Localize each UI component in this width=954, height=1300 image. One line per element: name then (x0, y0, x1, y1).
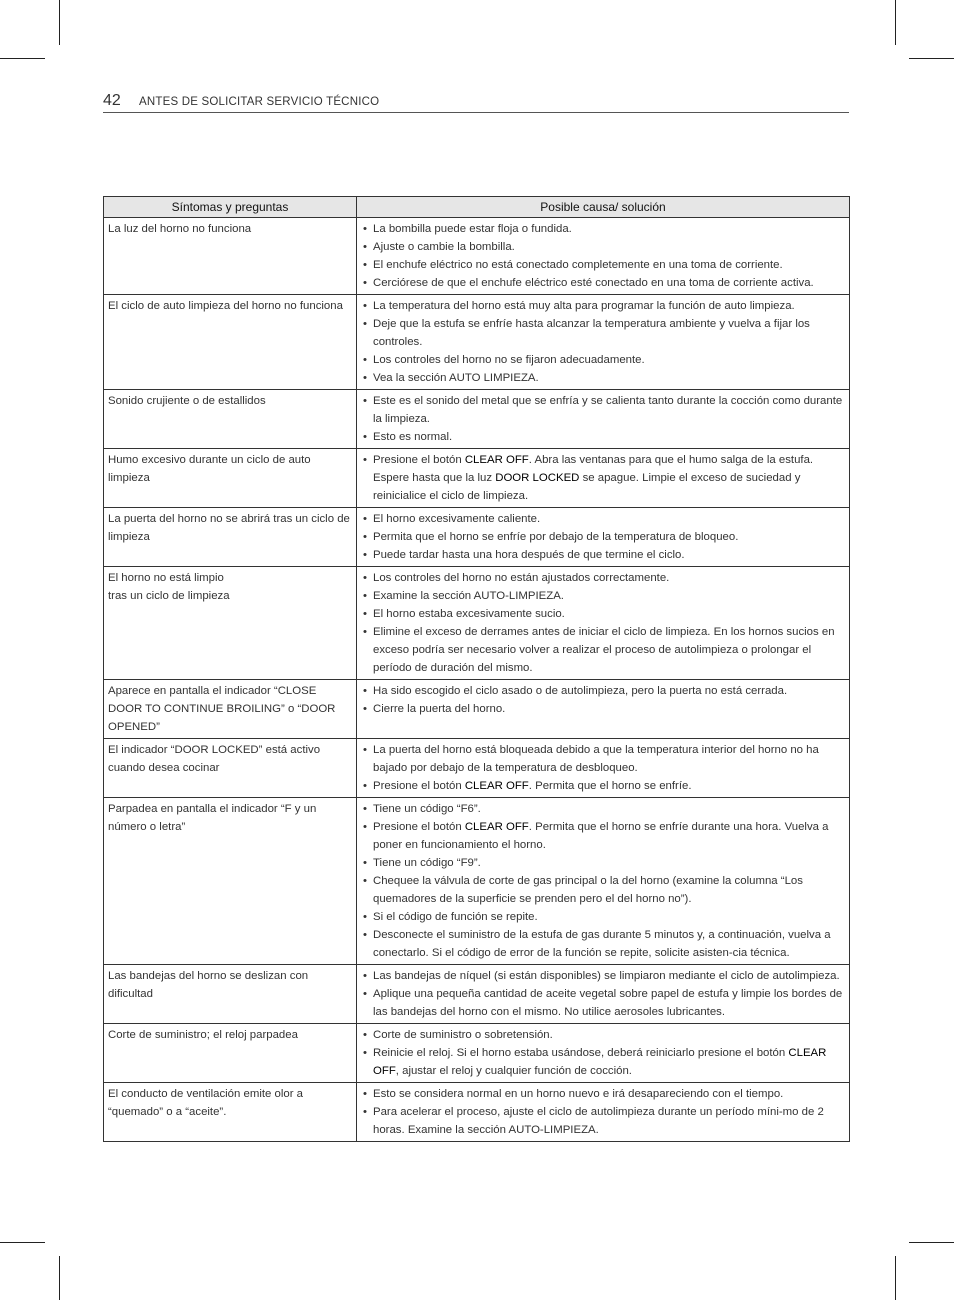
solution-list (361, 741, 845, 795)
control-keyword: CLEAR OFF (464, 821, 529, 833)
symptom-cell (104, 449, 357, 508)
solution-item (361, 392, 845, 428)
table-row (104, 798, 850, 965)
solution-item (361, 546, 845, 564)
solution-item (361, 682, 845, 700)
solution-text: La bombilla puede estar floja o fundida. (373, 223, 572, 235)
solution-item (361, 315, 845, 351)
control-keyword: CLEAR OFF (373, 1047, 827, 1077)
solution-text: Si el código de función se repite. (373, 911, 538, 923)
solution-list (361, 510, 845, 564)
solution-text: El enchufe eléctrico no está conectado completemente en una toma de corriente. (373, 259, 783, 271)
solution-item (361, 854, 845, 872)
solution-text: Esto se considera normal en un horno nuevo e irá desapareciendo con el tiempo. (373, 1088, 784, 1100)
symptom-cell (104, 680, 357, 739)
symptom-text: El horno no está limpio (108, 572, 224, 584)
solution-text: Presione el botón (373, 454, 465, 466)
solution-list (361, 1026, 845, 1080)
solution-text: Este es el sonido del metal que se enfría y se calienta tanto durante la cocción como durante la limpieza. (373, 395, 843, 425)
crop-mark (0, 1242, 45, 1243)
symptom-cell (104, 1083, 357, 1142)
solution-cell (357, 449, 850, 508)
symptom-text: Corte de suministro; el reloj parpadea (108, 1029, 298, 1041)
control-keyword: DOOR LOCKED (495, 472, 580, 484)
troubleshooting-table (103, 196, 850, 1142)
solution-item (361, 872, 845, 908)
solution-item (361, 926, 845, 962)
symptom-text: Parpadea en pantalla el indicador “F y un número o letra” (108, 803, 317, 833)
solution-item (361, 741, 845, 777)
table-row (104, 567, 850, 680)
solution-text: Ajuste o cambie la bombilla. (373, 241, 515, 253)
solution-text: El horno excesivamente caliente. (373, 513, 541, 525)
solution-cell (357, 739, 850, 798)
solution-item (361, 569, 845, 587)
solution-item (361, 1026, 845, 1044)
solution-item (361, 777, 845, 795)
solution-item (361, 351, 845, 369)
solution-text: Tiene un código “F6”. (373, 803, 481, 815)
table-row (104, 1083, 850, 1142)
solution-text: Los controles del horno no están ajustados correctamente. (373, 572, 670, 584)
solution-text: Para acelerar el proceso, ajuste el ciclo de autolimpieza durante un período míni-mo de 2 horas. Examine la sección AUTO-LIMPIEZA. (373, 1106, 824, 1136)
solution-text: , ajustar el reloj y cualquier función de cocción. (395, 1065, 632, 1077)
table-row (104, 295, 850, 390)
symptom-text: La puerta del horno no se abrirá tras un ciclo de limpieza (108, 513, 350, 543)
solution-cell (357, 295, 850, 390)
table-body (104, 218, 850, 1142)
crop-mark (909, 58, 954, 59)
solution-list (361, 1085, 845, 1139)
solution-text: . Permita que el horno se enfríe. (528, 780, 692, 792)
solution-list (361, 220, 845, 292)
solution-cell (357, 218, 850, 295)
solution-text: Ha sido escogido el ciclo asado o de autolimpieza, pero la puerta no está cerrada. (373, 685, 788, 697)
solution-cell (357, 1083, 850, 1142)
solution-item (361, 605, 845, 623)
symptom-cell (104, 567, 357, 680)
solution-text: El horno estaba excesivamente sucio. (373, 608, 565, 620)
section-title: ANTES DE SOLICITAR SERVICIO TÉCNICO (139, 96, 380, 108)
solution-item (361, 1085, 845, 1103)
page-header (103, 92, 849, 113)
solution-item (361, 1044, 845, 1080)
crop-mark (895, 0, 896, 45)
symptom-text: tras un ciclo de limpieza (108, 590, 230, 602)
solution-list (361, 967, 845, 1021)
table-row (104, 680, 850, 739)
crop-mark (59, 1256, 60, 1300)
table-row (104, 739, 850, 798)
symptom-text: El indicador “DOOR LOCKED” está activo cuando desea cocinar (108, 744, 321, 774)
crop-mark (59, 0, 60, 45)
symptom-text: Las bandejas del horno se deslizan con dificultad (108, 970, 309, 1000)
solution-text: . Permita que el horno se enfríe durante una hora. Vuelva a poner en funcionamiento el horno. (373, 821, 829, 851)
solution-list (361, 297, 845, 387)
solution-text: Chequee la válvula de corte de gas principal o la del horno (examine la columna “Los quemadores de la superficie se prenden pero el del horno no”). (373, 875, 803, 905)
table-row (104, 508, 850, 567)
solution-text: Los controles del horno no se fijaron adecuadamente. (373, 354, 645, 366)
control-keyword: CLEAR OFF (464, 454, 529, 466)
solution-text: Reinicie el reloj. Si el horno estaba usándose, deberá reiniciarlo presione el botón (373, 1047, 789, 1059)
solution-text: La temperatura del horno está muy alta para programar la función de auto limpieza. (373, 300, 795, 312)
solution-text: Cierre la puerta del horno. (373, 703, 506, 715)
crop-mark (895, 1256, 896, 1300)
table-row (104, 1024, 850, 1083)
solution-cell (357, 390, 850, 449)
solution-item (361, 451, 845, 505)
solution-text: . Abra las ventanas para que el humo salga de la estufa. Espere hasta que la luz (373, 454, 814, 484)
table-row (104, 965, 850, 1024)
solution-item (361, 700, 845, 718)
symptom-text: Aparece en pantalla el indicador “CLOSE DOOR TO CONTINUE BROILING” o “DOOR OPENED” (108, 685, 336, 733)
solution-text: Puede tardar hasta una hora después de que termine el ciclo. (373, 549, 685, 561)
table-header-row (104, 197, 850, 218)
solution-text: La puerta del horno está bloqueada debido a que la temperatura interior del horno no ha bajado por debajo de la temperatura de desbloqueo. (373, 744, 819, 774)
solution-item (361, 428, 845, 446)
solution-list (361, 569, 845, 677)
solution-item (361, 274, 845, 292)
solution-text: Examine la sección AUTO-LIMPIEZA. (373, 590, 564, 602)
symptom-text: El ciclo de auto limpieza del horno no funciona (108, 300, 343, 312)
symptom-cell (104, 798, 357, 965)
solution-text: Cerciórese de que el enchufe eléctrico esté conectado en una toma de corriente activa. (373, 277, 814, 289)
table-row (104, 449, 850, 508)
table-row (104, 218, 850, 295)
solution-text: Permita que el horno se enfríe por debajo de la temperatura de bloqueo. (373, 531, 739, 543)
column-header-symptoms: Síntomas y preguntas (104, 197, 357, 218)
solution-text: Corte de suministro o sobretensión. (373, 1029, 553, 1041)
solution-item (361, 256, 845, 274)
solution-list (361, 451, 845, 505)
solution-text: Esto es normal. (373, 431, 453, 443)
page-number: 42 (103, 92, 121, 109)
solution-text: se apague. Limpie el exceso de suciedad y reinicialice el ciclo de limpieza. (373, 472, 801, 502)
solution-item (361, 238, 845, 256)
solution-item (361, 623, 845, 677)
solution-text: Tiene un código “F9”. (373, 857, 481, 869)
solution-text: Aplique una pequeña cantidad de aceite vegetal sobre papel de estufa y limpie los bordes de las bandejas del horno con el mismo. No utilice aerosoles lubricantes. (373, 988, 843, 1018)
symptom-text: Sonido crujiente o de estallidos (108, 395, 266, 407)
solution-cell (357, 798, 850, 965)
solution-item (361, 908, 845, 926)
symptom-cell (104, 390, 357, 449)
solution-text: Las bandejas de níquel (si están disponibles) se limpiaron mediante el ciclo de autolimpieza. (373, 970, 840, 982)
crop-mark (0, 58, 45, 59)
symptom-text: La luz del horno no funciona (108, 223, 252, 235)
symptom-text: El conducto de ventilación emite olor a “quemado” o a “aceite”. (108, 1088, 304, 1118)
solution-text: Elimine el exceso de derrames antes de iniciar el ciclo de limpieza. En los hornos sucios en exceso podría ser necesario volver a realizar el proceso de autolimpieza o prolongar el período de duración del mismo. (373, 626, 835, 674)
column-header-solutions: Posible causa/ solución (357, 197, 850, 218)
symptom-text: Humo excesivo durante un ciclo de auto limpieza (108, 454, 311, 484)
solution-text: Presione el botón (373, 780, 465, 792)
symptom-cell (104, 218, 357, 295)
solution-item (361, 818, 845, 854)
solution-item (361, 1103, 845, 1139)
symptom-cell (104, 965, 357, 1024)
solution-list (361, 682, 845, 718)
solution-text: Vea la sección AUTO LIMPIEZA. (373, 372, 539, 384)
solution-text: Presione el botón (373, 821, 465, 833)
solution-cell (357, 1024, 850, 1083)
solution-list (361, 800, 845, 962)
solution-cell (357, 508, 850, 567)
solution-item (361, 220, 845, 238)
solution-cell (357, 680, 850, 739)
solution-item (361, 985, 845, 1021)
solution-item (361, 369, 845, 387)
solution-item (361, 800, 845, 818)
solution-item (361, 510, 845, 528)
solution-item (361, 587, 845, 605)
table-row (104, 390, 850, 449)
solution-list (361, 392, 845, 446)
symptom-cell (104, 1024, 357, 1083)
symptom-cell (104, 508, 357, 567)
symptom-cell (104, 295, 357, 390)
solution-cell (357, 965, 850, 1024)
control-keyword: CLEAR OFF (464, 780, 529, 792)
solution-text: Deje que la estufa se enfríe hasta alcanzar la temperatura ambiente y vuelva a fijar los controles. (373, 318, 810, 348)
solution-item (361, 967, 845, 985)
solution-cell (357, 567, 850, 680)
symptom-cell (104, 739, 357, 798)
solution-item (361, 528, 845, 546)
solution-text: Desconecte el suministro de la estufa de gas durante 5 minutos y, a continuación, vuelva a conectarlo. Si el código de error de la función se repite, solicite asisten-cia técnica. (373, 929, 831, 959)
crop-mark (909, 1242, 954, 1243)
solution-item (361, 297, 845, 315)
